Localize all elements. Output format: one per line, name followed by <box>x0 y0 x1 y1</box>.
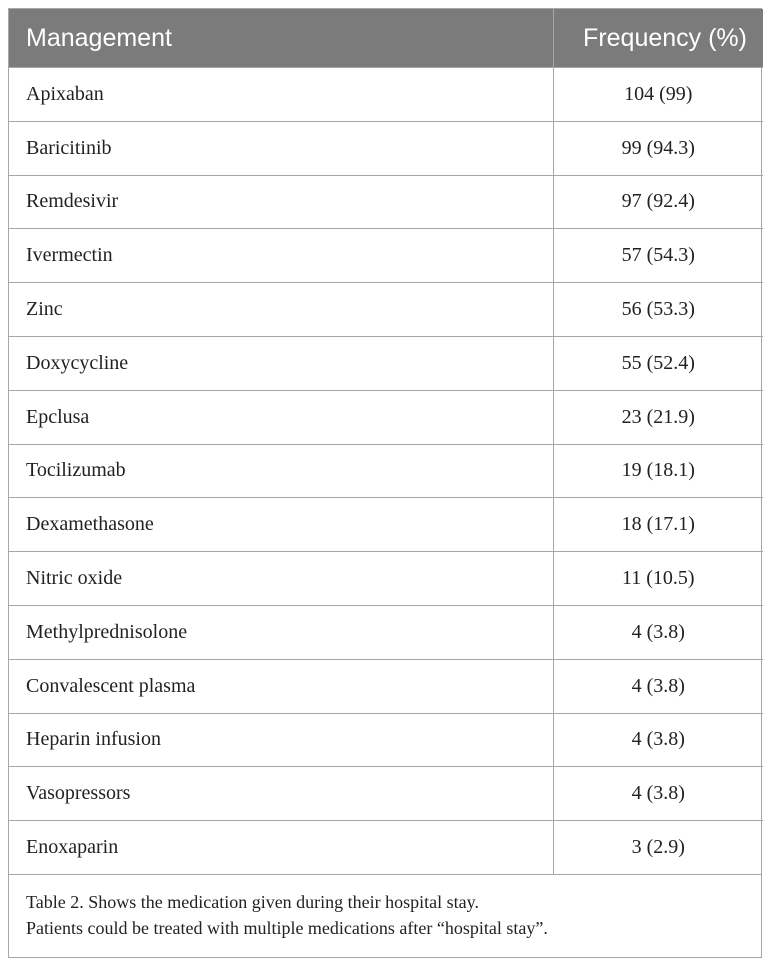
row-name: Remdesivir <box>9 175 553 229</box>
row-name: Tocilizumab <box>9 444 553 498</box>
row-frequency: 3 (2.9) <box>553 821 763 875</box>
row-frequency: 4 (3.8) <box>553 659 763 713</box>
medication-table <box>9 9 763 874</box>
table-row <box>9 390 763 444</box>
row-frequency: 11 (10.5) <box>553 552 763 606</box>
row-frequency: 4 (3.8) <box>553 713 763 767</box>
header-frequency: Frequency (%) <box>553 9 763 68</box>
header-management: Management <box>9 9 553 68</box>
table-row <box>9 713 763 767</box>
row-frequency: 4 (3.8) <box>553 605 763 659</box>
table-footnote <box>9 874 761 957</box>
row-frequency: 57 (54.3) <box>553 229 763 283</box>
table-row <box>9 659 763 713</box>
table-row <box>9 444 763 498</box>
row-name: Ivermectin <box>9 229 553 283</box>
row-name: Nitric oxide <box>9 552 553 606</box>
table-row <box>9 229 763 283</box>
row-frequency: 104 (99) <box>553 68 763 122</box>
row-frequency: 55 (52.4) <box>553 336 763 390</box>
row-name: Heparin infusion <box>9 713 553 767</box>
row-name: Vasopressors <box>9 767 553 821</box>
row-name: Zinc <box>9 283 553 337</box>
row-name: Methylprednisolone <box>9 605 553 659</box>
row-name: Doxycycline <box>9 336 553 390</box>
table-row <box>9 498 763 552</box>
row-name: Dexamethasone <box>9 498 553 552</box>
row-frequency: 99 (94.3) <box>553 121 763 175</box>
row-frequency: 4 (3.8) <box>553 767 763 821</box>
row-frequency: 23 (21.9) <box>553 390 763 444</box>
footnote-line-2: Patients could be treated with multiple medications after “hospital stay”. <box>26 918 548 939</box>
row-name: Enoxaparin <box>9 821 553 875</box>
table-row <box>9 767 763 821</box>
table-row <box>9 68 763 122</box>
table-row <box>9 175 763 229</box>
medication-table-container <box>8 8 762 958</box>
table-row <box>9 121 763 175</box>
row-name: Epclusa <box>9 390 553 444</box>
footnote-line-1: Table 2. Shows the medication given during their hospital stay. <box>26 892 479 913</box>
row-frequency: 18 (17.1) <box>553 498 763 552</box>
table-row <box>9 283 763 337</box>
table-row <box>9 552 763 606</box>
row-frequency: 19 (18.1) <box>553 444 763 498</box>
row-frequency: 97 (92.4) <box>553 175 763 229</box>
row-frequency: 56 (53.3) <box>553 283 763 337</box>
row-name: Convalescent plasma <box>9 659 553 713</box>
table-row <box>9 605 763 659</box>
table-row <box>9 336 763 390</box>
row-name: Baricitinib <box>9 121 553 175</box>
row-name: Apixaban <box>9 68 553 122</box>
table-row <box>9 821 763 875</box>
table-header-row <box>9 9 763 68</box>
